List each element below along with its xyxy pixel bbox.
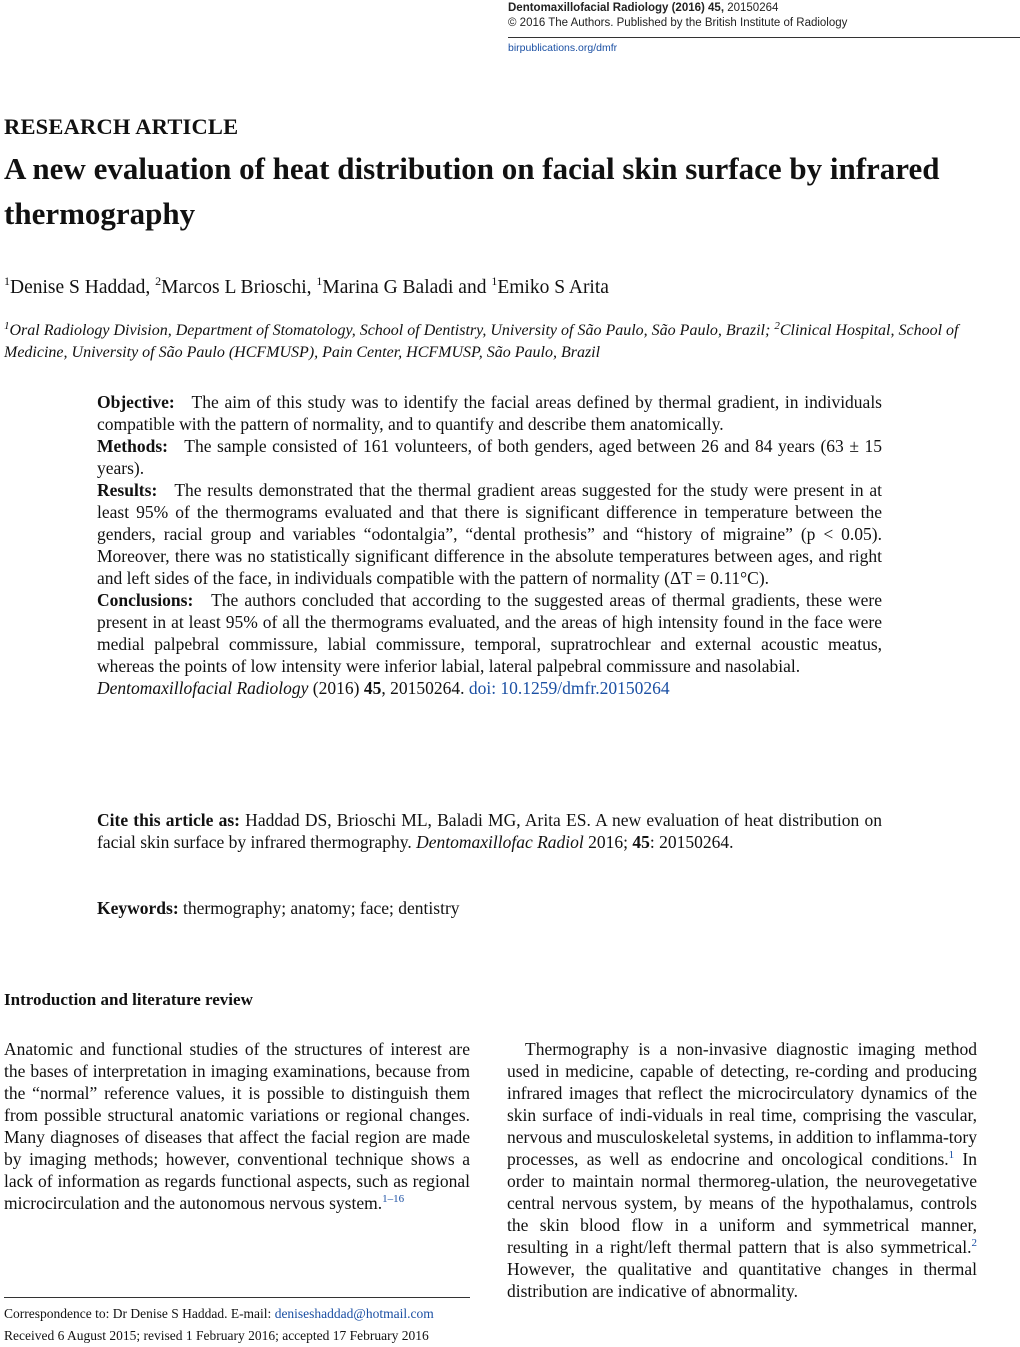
- abstract-citation: [97, 677, 882, 699]
- reference-link[interactable]: 1–16: [382, 1193, 405, 1205]
- author-affil-marker: 1: [491, 274, 498, 288]
- cite-pages: : 20150264.: [649, 832, 734, 852]
- methods-label: Methods:: [97, 436, 168, 456]
- abstract-conclusions: [97, 589, 882, 677]
- author-name: Emiko S Arita: [497, 277, 609, 298]
- cite-text: Haddad DS, Brioschi ML, Baladi MG, Arita ES. A new evaluation of heat distribution on facial skin surface by infrared thermography.: [97, 810, 882, 852]
- author-name: Marina G Baladi and: [322, 277, 492, 298]
- cite-label: Cite this article as:: [97, 810, 240, 830]
- conclusions-label: Conclusions:: [97, 590, 194, 610]
- author-list: [4, 267, 609, 302]
- journal-citation-line: [508, 0, 1020, 16]
- abstract-year: (2016): [308, 678, 364, 698]
- footnotes: [4, 1303, 474, 1347]
- body-column-left: [4, 1038, 470, 1214]
- objective-label: Objective:: [97, 392, 175, 412]
- author-name: Marcos L Brioschi,: [161, 277, 317, 298]
- email-link[interactable]: deniseshaddad@hotmail.com: [274, 1306, 434, 1321]
- author-affil-marker: 1: [4, 274, 10, 288]
- cite-journal: Dentomaxillofac Radiol: [416, 832, 584, 852]
- affiliations: [4, 316, 1014, 363]
- author-affil-marker: 2: [155, 274, 162, 288]
- intro-paragraph-2b: In order to maintain normal thermoreg-ulation, the neurovegetative central nervous system, by means of the hypothalamus, controls the skin blood flow in a uniform and symmetrical manner, resulting in a right/left thermal pattern that is also symmetrical.: [507, 1149, 978, 1257]
- intro-paragraph-2a: Thermography is a non-invasive diagnostic imaging method used in medicine, capable of detecting, re-cording and producing infrared images that reflect the microcirculatory dynamics of the skin surface of indi-viduals in real time, comprising the vascular, nervous and musculoskeletal systems, in addition to inflamma-tory processes, as well as endocrine and oncological conditions.: [507, 1039, 977, 1169]
- author-affil-marker: 1: [316, 274, 323, 288]
- cite-volume: 45: [632, 832, 650, 852]
- abstract-volume: 45: [363, 678, 382, 698]
- affiliation-text: Clinical Hospital, School of Medicine, University of São Paulo (HCFMUSP), Pain Center, HCFMUSP, São Paulo, Brazil: [4, 322, 959, 361]
- received-dates: Received 6 August 2015; revised 1 February 2016; accepted 17 February 2016: [4, 1328, 429, 1343]
- conclusions-text: The authors concluded that according to the suggested areas of thermal gradients, these were present in at least 95% of all the thermograms evaluated, and the areas of high intensity found in the face were medial palpebral commissure, labial commissure, temporal, supratrochlear and external acoustic meatus, whereas the points of low intensity were inferior labial, lateral palpebral commissure and nasolabial.: [97, 590, 883, 676]
- journal-citation: Dentomaxillofacial Radiology (2016) 45,: [508, 2, 725, 14]
- body-column-right: [507, 1038, 977, 1302]
- abstract-methods: [97, 435, 882, 479]
- footnote-divider: [4, 1297, 470, 1298]
- doi-link[interactable]: doi: 10.1259/dmfr.20150264: [468, 678, 670, 698]
- intro-paragraph-2c: However, the qualitative and quantitative changes in thermal distribution are indicative of abnormality.: [507, 1259, 977, 1301]
- correspondence-line: [4, 1303, 474, 1325]
- header-article-number: 20150264: [727, 2, 779, 14]
- journal-header: [508, 0, 1020, 55]
- keywords-label: Keywords:: [97, 898, 179, 918]
- affil-marker: 2: [774, 320, 780, 332]
- reference-link[interactable]: 2: [971, 1237, 977, 1249]
- keywords: [97, 897, 882, 919]
- results-label: Results:: [97, 480, 158, 500]
- methods-text: The sample consisted of 161 volunteers, of both genders, aged between 26 and 84 years (63 ± 15 years).: [97, 436, 883, 478]
- journal-url-link[interactable]: birpublications.org/dmfr: [508, 42, 618, 54]
- results-text: The results demonstrated that the thermal gradient areas suggested for the study were present in at least 95% of the thermograms evaluated and that there is significant difference in temperature between the genders, racial group and variables “odontalgia”, “dental prothesis” and “history of migraine” (p < 0.05). Moreover, there was no statistically significant difference in the absolute temperatures between ages, and right and left sides of the face, in individuals compatible with the pattern of normality (ΔT = 0.11°C).: [97, 480, 882, 588]
- abstract-results: [97, 479, 882, 589]
- author-name: Denise S Haddad,: [10, 277, 156, 298]
- objective-text: The aim of this study was to identify the facial areas defined by thermal gradient, in individuals compatible with the pattern of normality, and to quantify and describe them anatomically.: [97, 392, 882, 434]
- header-divider: [508, 37, 1020, 38]
- article-title: A new evaluation of heat distribution on facial skin surface by infrared thermography: [4, 151, 940, 231]
- abstract-journal: Dentomaxillofacial Radiology: [97, 678, 309, 698]
- section-heading: Introduction and literature review: [4, 990, 253, 1009]
- abstract-article-number: , 20150264.: [381, 678, 469, 698]
- cite-year: 2016;: [583, 832, 633, 852]
- copyright-line: © 2016 The Authors. Published by the British Institute of Radiology: [508, 17, 848, 29]
- intro-paragraph-1: Anatomic and functional studies of the structures of interest are the bases of interpretation in imaging examinations, because from the “normal” reference values, it is possible to distinguish them from possible structural anatomic variations or regional changes. Many diagnoses of diseases that affect the facial region are made by imaging methods; however, conventional technique shows a lack of information as regards functional aspects, such as regional microcirculation and the autonomous nervous system.: [4, 1039, 470, 1213]
- abstract-objective: [97, 391, 882, 435]
- affiliation-text: Oral Radiology Division, Department of Stomatology, School of Dentistry, University of São Paulo, São Paulo, Brazil;: [9, 322, 775, 339]
- cite-this-article: [97, 809, 882, 853]
- reference-link[interactable]: 1: [948, 1149, 955, 1161]
- keywords-text: thermography; anatomy; face; dentistry: [178, 898, 460, 918]
- section-type: RESEARCH ARTICLE: [4, 114, 239, 139]
- affil-marker: 1: [4, 320, 10, 332]
- correspondence-text: Correspondence to: Dr Denise S Haddad. E-mail:: [4, 1306, 275, 1321]
- abstract: [97, 391, 882, 699]
